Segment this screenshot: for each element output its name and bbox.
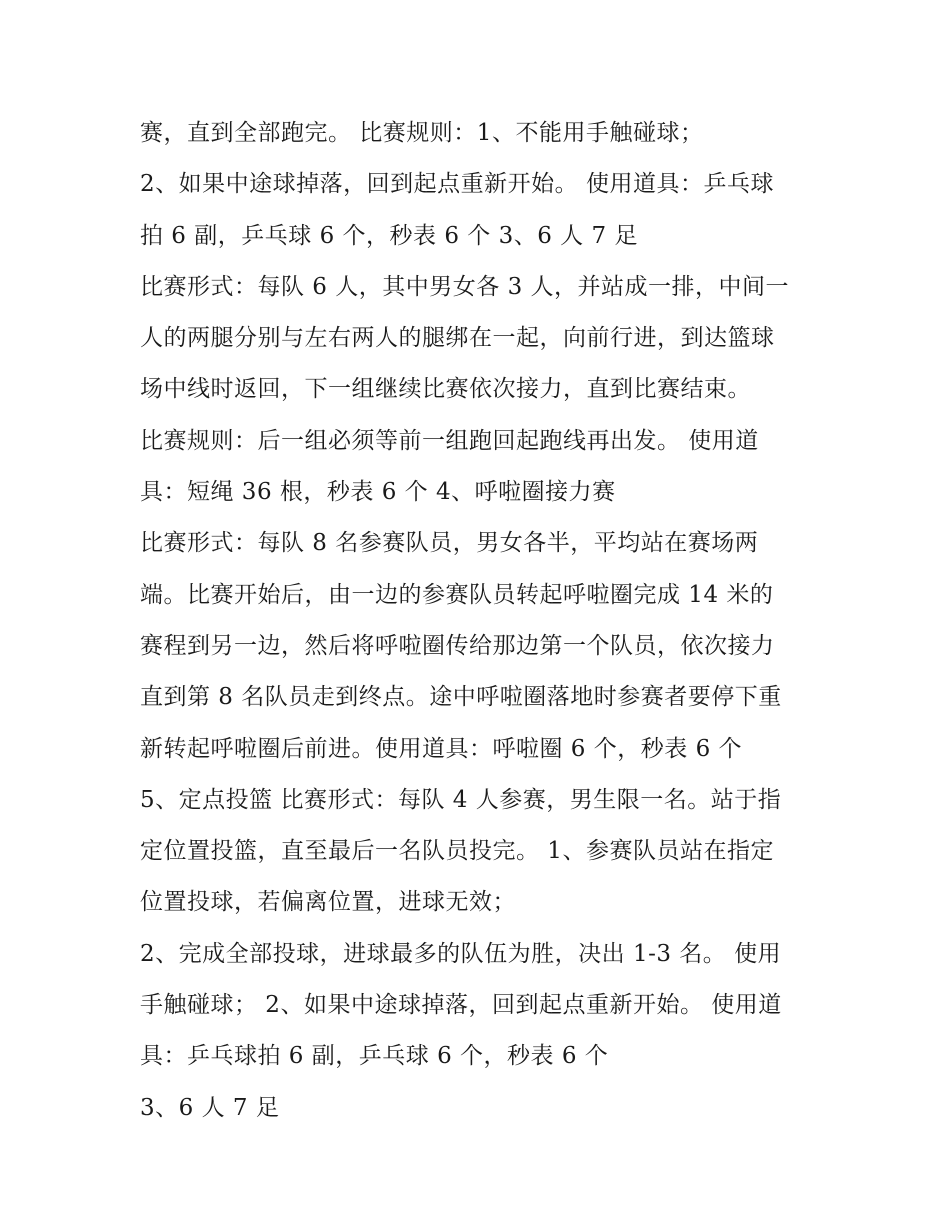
text-line: 赛程到另一边，然后将呼啦圈传给那边第一个队员，依次接力: [140, 632, 775, 659]
text-line: 位置投球，若偏离位置，进球无效；: [140, 889, 516, 916]
text-line: 比赛形式：每队 6 人，其中男女各 3 人，并站成一排，中间一: [140, 273, 790, 300]
text-line: 比赛规则：后一组必须等前一组跑回起跑线再出发。 使用道: [140, 427, 759, 454]
document-body: [140, 108, 830, 1134]
text-line: 2、如果中途球掉落，回到起点重新开始。 使用道具：乒乓球: [140, 171, 774, 198]
text-line: 新转起呼啦圈后前进。使用道具：呼啦圈 6 个，秒表 6 个: [140, 735, 743, 762]
text-line: 具：乒乓球拍 6 副，乒乓球 6 个，秒表 6 个: [140, 1043, 609, 1070]
text-line: 拍 6 副，乒乓球 6 个，秒表 6 个 3、6 人 7 足: [140, 222, 638, 249]
text-line: 人的两腿分别与左右两人的腿绑在一起，向前行进，到达篮球: [140, 325, 775, 352]
text-line: 赛，直到全部跑完。 比赛规则：1、不能用手触碰球；: [140, 120, 704, 146]
text-line: 定位置投篮，直至最后一名队员投完。 1、参赛队员站在指定: [140, 838, 774, 865]
text-line: 端。比赛开始后，由一边的参赛队员转起呼啦圈完成 14 米的: [140, 581, 774, 608]
text-line: 场中线时返回，下一组继续比赛依次接力，直到比赛结束。: [140, 376, 751, 403]
text-line: 直到第 8 名队员走到终点。途中呼啦圈落地时参赛者要停下重: [140, 684, 782, 711]
text-line: 手触碰球； 2、如果中途球掉落，回到起点重新开始。 使用道: [140, 992, 782, 1019]
text-line: 具：短绳 36 根，秒表 6 个 4、呼啦圈接力赛: [140, 479, 616, 506]
text-line: 3、6 人 7 足: [140, 1094, 280, 1121]
text-line: 5、定点投篮 比赛形式：每队 4 人参赛，男生限一名。站于指: [140, 786, 782, 813]
text-line: 2、完成全部投球，进球最多的队伍为胜，决出 1-3 名。 使用: [140, 940, 782, 967]
text-line: 比赛形式：每队 8 名参赛队员，男女各半，平均站在赛场两: [140, 530, 759, 557]
